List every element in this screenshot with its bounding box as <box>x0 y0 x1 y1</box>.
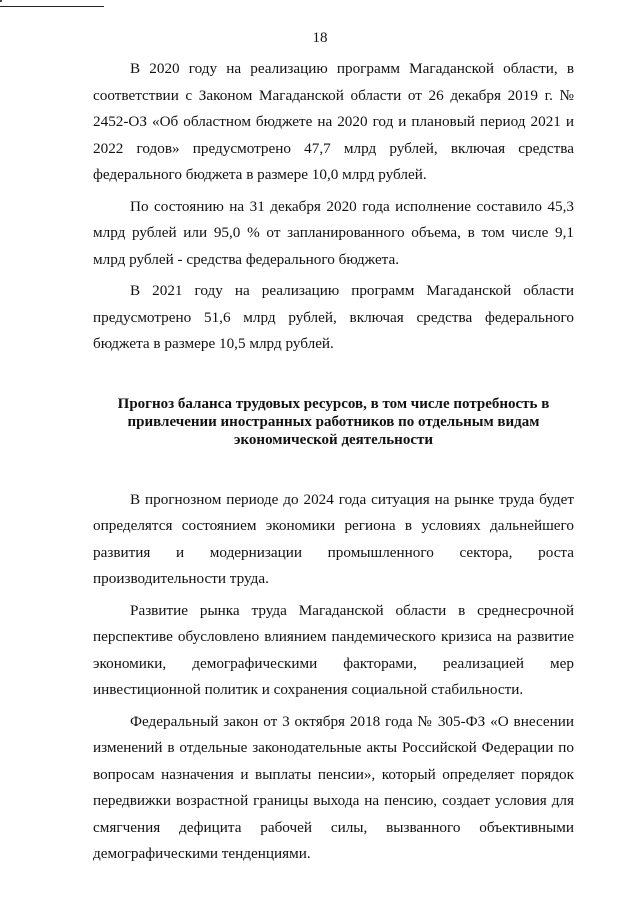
section-heading: Прогноз баланса трудовых ресурсов, в том числе потребность в привлечении иностранных работников по отдельным видам экономической деятельности <box>117 395 550 448</box>
paragraph-labor-market-forecast: В прогнозном периоде до 2024 года ситуация на рынке труда будет определятся состоянием экономики региона в условиях дальнейшего развития и модернизации промышленного сектора, роста производительности труда. <box>93 490 574 587</box>
paragraph-budget-2021: В 2021 году на реализацию программ Магаданской области предусмотрено 51,6 млрд рублей, включая средства федерального бюджета в размере 10,5 млрд рублей. <box>93 282 574 352</box>
paragraph-pension-law: Федеральный закон от 3 октября 2018 года № 305-ФЗ «О внесении изменений в отдельные законодательные акты Российской Федерации по вопросам назначения и выплаты пенсии», который определяет порядок передвижки возрастной границы выхода на пенсию, создает условия для смягчения дефицита рабочей силы, вызванного объективными демографическими тенденциями. <box>93 712 574 862</box>
page-number: 18 <box>312 30 328 46</box>
document-body <box>93 56 574 873</box>
scan-corner-mark <box>0 0 104 7</box>
paragraph-labor-market-development: Развитие рынка труда Магаданской области в среднесрочной перспективе обусловлено влиянием пандемического кризиса на развитие экономики, демографическими факторами, реализацией мер инвестиционной политик и сохранения социальной стабильности. <box>93 601 574 698</box>
paragraph-execution-2020: По состоянию на 31 декабря 2020 года исполнение составило 45,3 млрд рублей или 95,0 % от запланированного объема, в том числе 9,1 млрд рублей - средства федерального бюджета. <box>93 197 574 268</box>
paragraph-budget-2020: В 2020 году на реализацию программ Магаданской области, в соответствии с Законом Магаданской области от 26 декабря 2019 г. № 2452-ОЗ «Об областном бюджете на 2020 год и плановый период 2021 и 2022 годов» предусмотрено 47,7 млрд рублей, включая средства федерального бюджета в размере 10,0 млрд рублей. <box>93 60 574 183</box>
